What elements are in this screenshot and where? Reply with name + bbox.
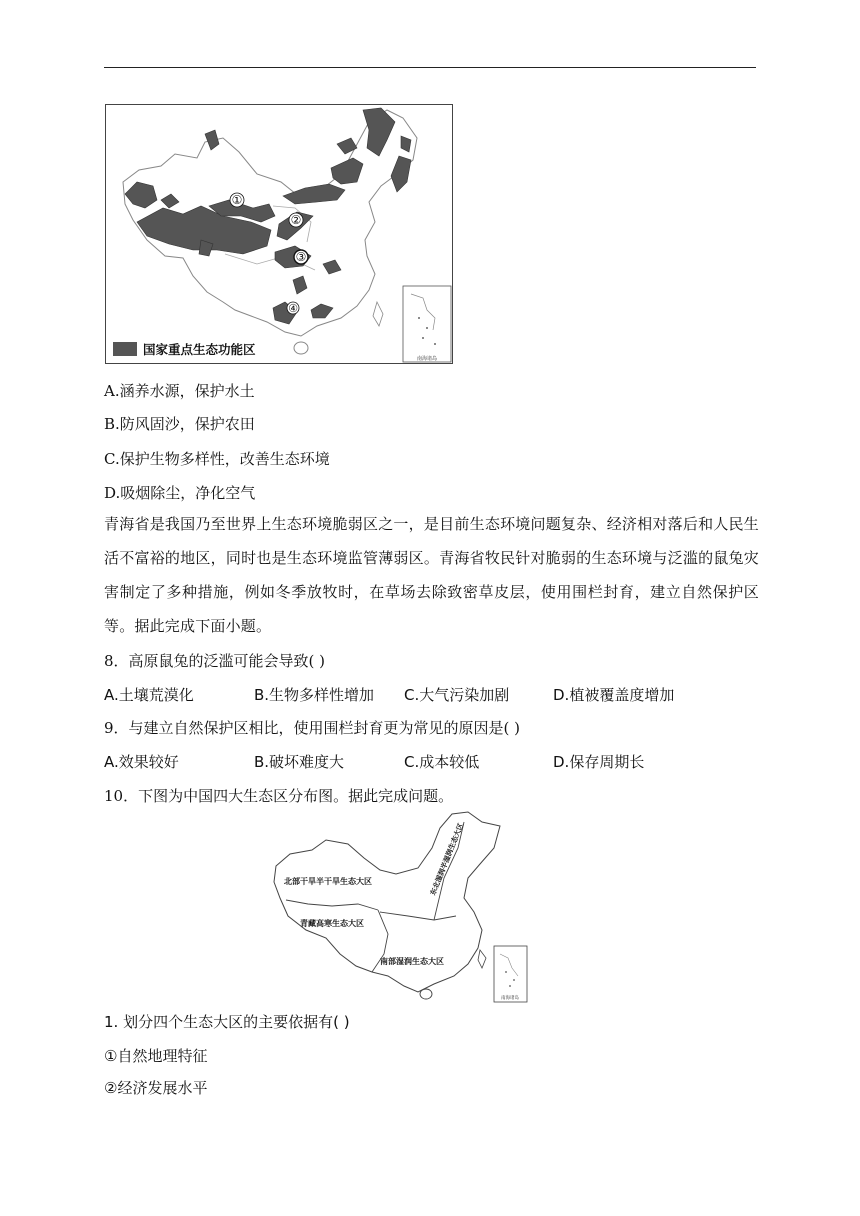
q8-stem: 8．高原鼠兔的泛滥可能会导致( ) [104, 652, 326, 670]
q9-option-a: A.效果较好 [104, 753, 179, 771]
region-south-label: 南部湿润生态大区 [380, 957, 444, 966]
q8-option-b: B.生物多样性增加 [254, 686, 375, 704]
marker-2: ② [290, 213, 302, 227]
region-qingzang-label: 青藏高寒生态大区 [300, 919, 364, 928]
legend-label: 国家重点生态功能区 [143, 342, 256, 357]
option-c: C.保护生物多样性，改善生态环境 [104, 450, 330, 468]
ecological-regions-map [268, 808, 530, 1004]
region-north-label: 北部干旱半干旱生态大区 [284, 877, 372, 886]
sub1-item-2: ②经济发展水平 [104, 1079, 208, 1097]
option-b: B.防风固沙，保护农田 [104, 415, 255, 433]
q10-stem: 10．下图为中国四大生态区分布图。据此完成问题。 [104, 787, 454, 805]
option-d: D.吸烟除尘，净化空气 [104, 484, 256, 502]
inset-label: 南海诸岛 [416, 356, 438, 362]
inset-label: 南海诸岛 [501, 996, 519, 1001]
sub1-item-1: ①自然地理特征 [104, 1047, 208, 1065]
south-sea-inset [494, 946, 527, 1002]
q9-option-b: B.破坏难度大 [254, 753, 345, 771]
marker-4: ④ [288, 302, 298, 315]
q8-option-d: D.植被覆盖度增加 [553, 686, 675, 704]
header-rule [104, 67, 756, 68]
q8-option-a: A.土壤荒漠化 [104, 686, 194, 704]
ecological-function-zone-map [105, 104, 453, 364]
option-a: A.涵养水源，保护水土 [104, 382, 255, 400]
sub1-stem: 1. 划分四个生态大区的主要依据有( ) [104, 1013, 350, 1031]
q9-option-d: D.保存周期长 [553, 753, 645, 771]
q9-option-c: C.成本较低 [404, 753, 480, 771]
q9-stem: 9．与建立自然保护区相比，使用围栏封育更为常见的原因是( ) [104, 719, 521, 737]
region-northeast-label: 东北湿润半湿润生态大区 [429, 822, 466, 897]
legend-swatch [113, 342, 137, 356]
south-sea-inset [403, 286, 451, 362]
marker-3: ③ [295, 250, 307, 264]
passage: 青海省是我国乃至世界上生态环境脆弱区之一，是目前生态环境问题复杂、经济相对落后和人民生活不富裕的地区，同时也是生态环境监管薄弱区。青海省牧民针对脆弱的生态环境与泛滥的鼠兔灾害制定了多种措施，例如冬季放牧时，在草场去除致密草皮层，使用围栏封育，建立自然保护区等。据此完成下面小题。 [104, 515, 759, 635]
marker-1: ① [231, 193, 243, 207]
q8-option-c: C.大气污染加剧 [404, 686, 510, 704]
